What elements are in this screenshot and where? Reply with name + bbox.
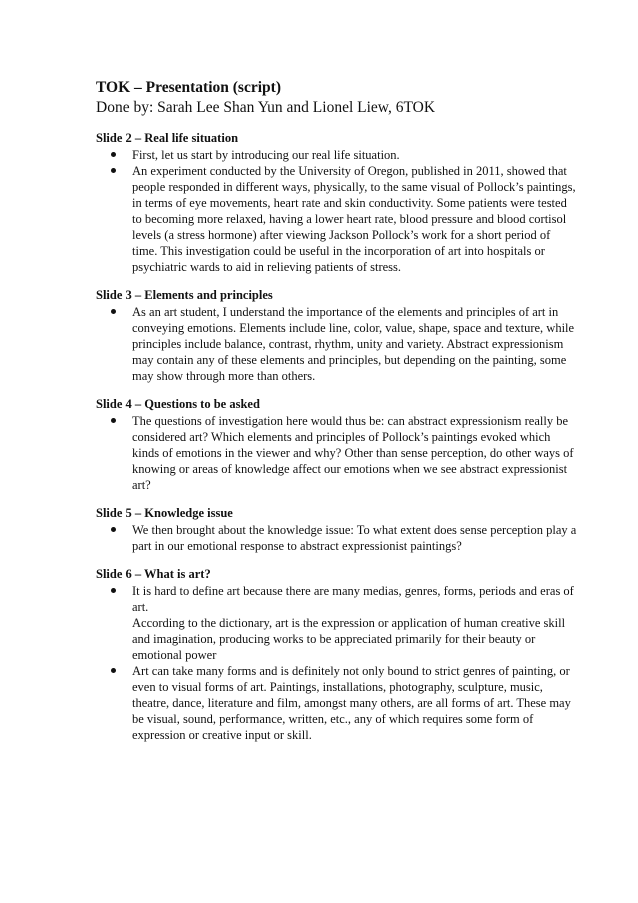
bullet-item — [96, 583, 578, 663]
bullet-list — [96, 147, 578, 275]
bullet-item — [96, 522, 578, 554]
section-heading: Slide 6 – What is art? — [96, 567, 211, 581]
bullet-icon — [111, 527, 116, 532]
bullet-text: Art can take many forms and is definitely not only bound to strict genres of painting, or even to visual forms of art. Paintings, installations, photography, sculpture, music, theatre, dance, literature and film, amongst many others, are all forms of art. These may be visual, sound, performance, written, etc., any of which requires some form of expression or creative input or skill. — [132, 664, 571, 742]
bullet-text: It is hard to define art because there are many medias, genres, forms, periods and eras of art. — [132, 584, 574, 614]
bullet-list — [96, 583, 578, 743]
bullet-text: An experiment conducted by the University of Oregon, published in 2011, showed that people responded in different ways, physically, to the same visual of Pollock’s paintings, in terms of eye movements, heart rate and skin conductivity. Some patients were tested to becoming more relaxed, having a lower heart rate, blood pressure and blood cortisol levels (a stress hormone) after viewing Jackson Pollock’s work for a short period of time. This investigation could be useful in the incorporation of art into hospitals or psychiatric wards to aid in relieving patients of stress. — [132, 164, 576, 274]
section-slide-3 — [96, 287, 578, 384]
bullet-icon — [111, 418, 116, 423]
section-slide-6 — [96, 566, 578, 743]
section-heading: Slide 4 – Questions to be asked — [96, 397, 260, 411]
bullet-item — [96, 163, 578, 275]
bullet-continuation-text: According to the dictionary, art is the expression or application of human creative skill and imagination, producing works to be appreciated primarily for their beauty or emotional power — [132, 616, 566, 662]
bullet-item — [96, 304, 578, 384]
document-title: TOK – Presentation (script) — [96, 79, 281, 96]
section-slide-4 — [96, 396, 578, 493]
bullet-icon — [111, 152, 116, 157]
section-slide-5 — [96, 505, 578, 554]
section-heading: Slide 2 – Real life situation — [96, 131, 239, 145]
bullet-list — [96, 413, 578, 493]
document-subtitle: Done by: Sarah Lee Shan Yun and Lionel Liew, 6TOK — [96, 99, 436, 116]
bullet-text: First, let us start by introducing our real life situation. — [132, 148, 400, 162]
section-heading: Slide 3 – Elements and principles — [96, 288, 273, 302]
section-heading: Slide 5 – Knowledge issue — [96, 506, 233, 520]
bullet-list — [96, 304, 578, 384]
bullet-item — [96, 663, 578, 743]
bullet-icon — [111, 168, 116, 173]
bullet-item — [96, 147, 578, 163]
section-slide-2 — [96, 130, 578, 275]
bullet-text: The questions of investigation here would thus be: can abstract expressionism really be considered art? Which elements and principles of Pollock’s paintings evoked which kinds of emotions in the viewer and why? Other than sense perception, do other ways of knowing or areas of knowledge affect our emotions when we see abstract expressionist art? — [132, 414, 574, 492]
bullet-icon — [111, 309, 116, 314]
bullet-item — [96, 413, 578, 493]
bullet-text: As an art student, I understand the importance of the elements and principles of art in conveying emotions. Elements include line, color, value, shape, space and texture, while principles include balance, contrast, rhythm, unity and variety. Abstract expressionism may contain any of these elements and principles, but depending on the painting, some may show through more than others. — [132, 305, 575, 383]
bullet-list — [96, 522, 578, 554]
bullet-icon — [111, 588, 116, 593]
bullet-text: We then brought about the knowledge issue: To what extent does sense perception play a part in our emotional response to abstract expressionist paintings? — [132, 523, 577, 553]
bullet-icon — [111, 668, 116, 673]
